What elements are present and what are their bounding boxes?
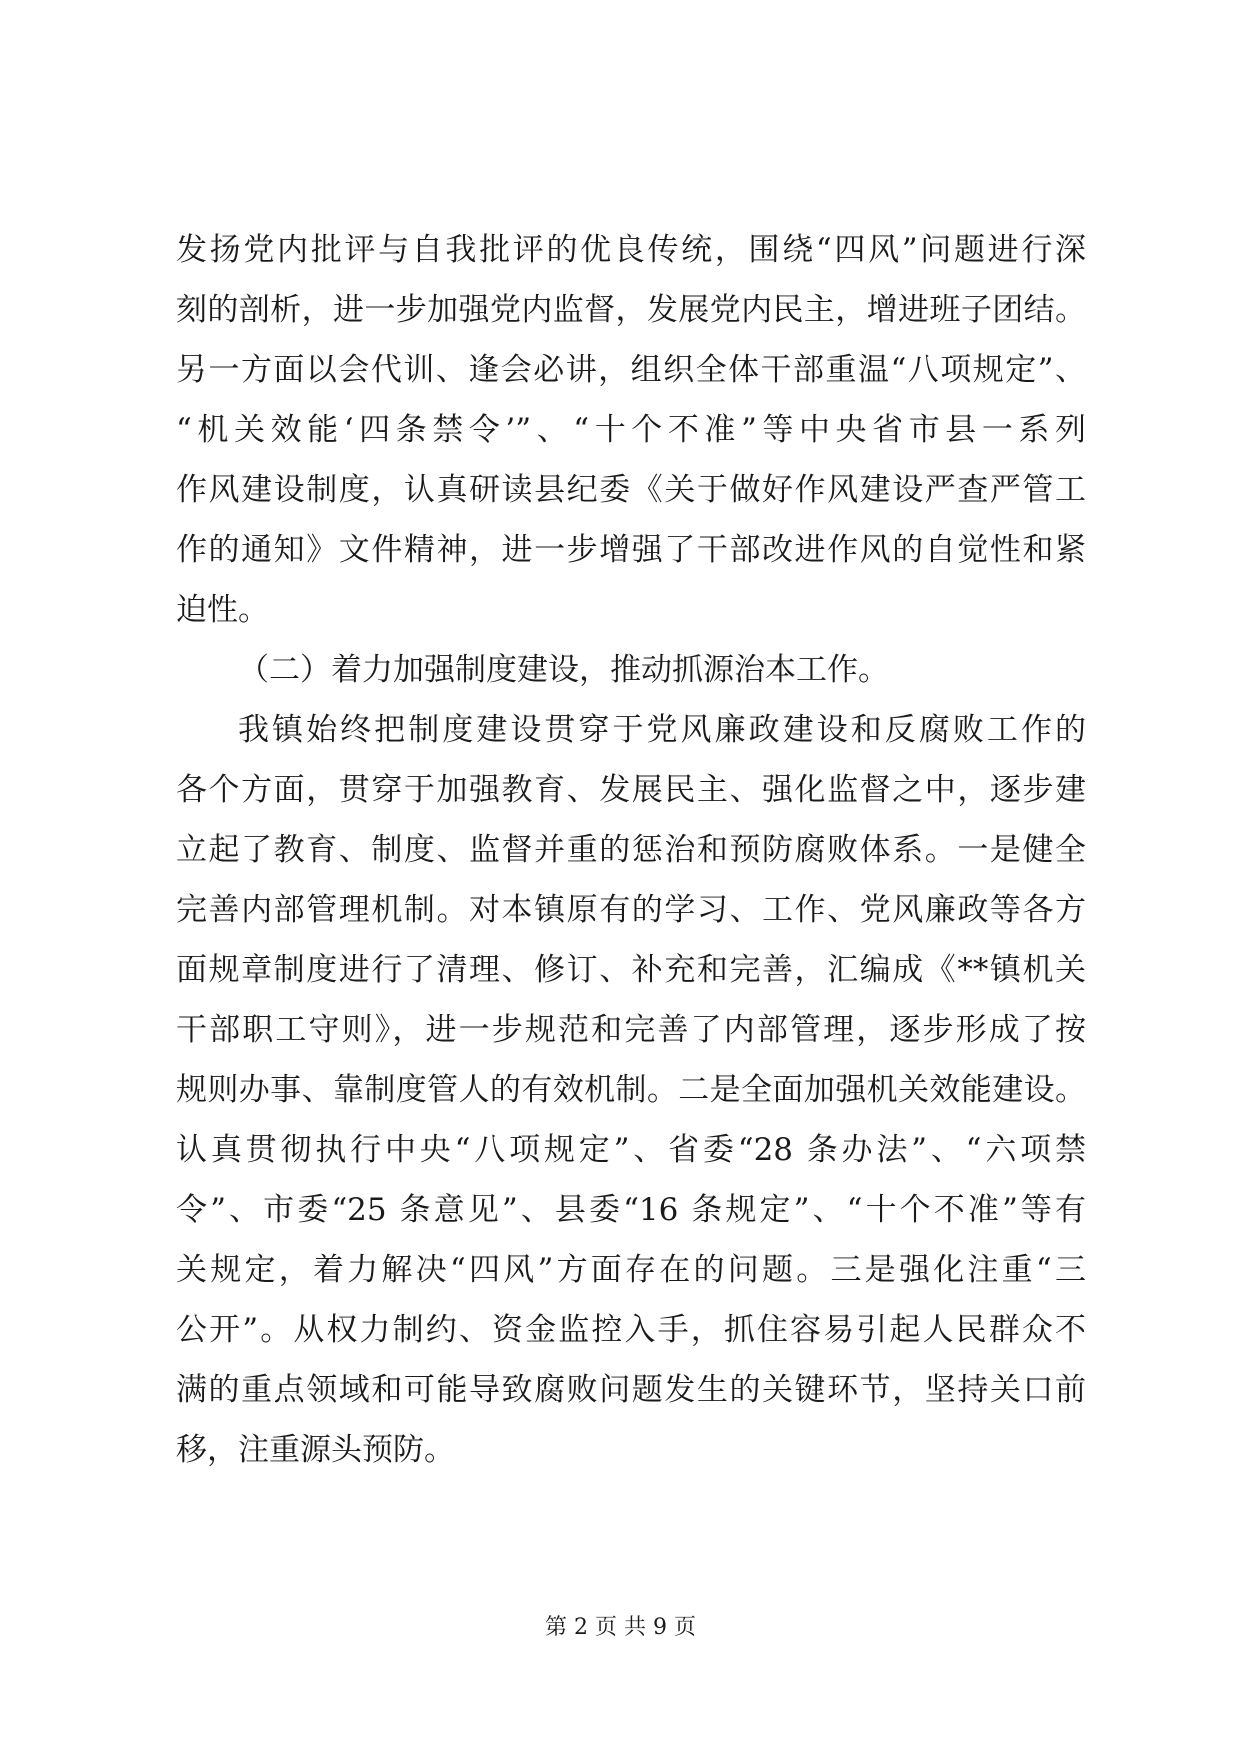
text-line: 规则办事、靠制度管人的有效机制。二是全面加强机关效能建设。: [176, 1072, 1086, 1108]
text-line: “机关效能‘四条禁令’”、“十个不准”等中央省市县一系列: [176, 412, 1086, 448]
text-line: 刻的剖析，进一步加强党内监督，发展党内民主，增进班子团结。: [176, 292, 1086, 328]
text-line: 迫性。: [176, 592, 269, 628]
heading-line: （二）着力加强制度建设，推动抓源治本工作。: [238, 652, 889, 688]
text-line: 完善内部管理机制。对本镇原有的学习、工作、党风廉政等各方: [176, 892, 1086, 928]
text-line: 立起了教育、制度、监督并重的惩治和预防腐败体系。一是健全: [176, 832, 1086, 868]
text-line: 关规定，着力解决“四风”方面存在的问题。三是强化注重“三: [176, 1252, 1086, 1288]
text-line: 发扬党内批评与自我批评的优良传统，围绕“四风”问题进行深: [176, 232, 1086, 268]
text-line: 令”、市委“25 条意见”、县委“16 条规定”、“十个不准”等有: [176, 1192, 1086, 1228]
page-footer: [0, 1610, 1241, 1641]
document-body: [176, 220, 1086, 1480]
text-line: 公开”。从权力制约、资金监控入手，抓住容易引起人民群众不: [176, 1312, 1086, 1348]
paragraph-continuation: [176, 220, 1086, 640]
text-line: 作的通知》文件精神，进一步增强了干部改进作风的自觉性和紧: [176, 532, 1086, 568]
text-line: 移，注重源头预防。: [176, 1432, 455, 1468]
text-line: 满的重点领域和可能导致腐败问题发生的关键环节，坚持关口前: [176, 1372, 1086, 1408]
text-line: 面规章制度进行了清理、修订、补充和完善，汇编成《**镇机关: [176, 952, 1086, 988]
page-number-label: 第 2 页 共 9 页: [545, 1615, 696, 1640]
section-heading: [176, 640, 1086, 700]
text-line: 另一方面以会代训、逢会必讲，组织全体干部重温“八项规定”、: [176, 352, 1086, 388]
text-line: 各个方面，贯穿于加强教育、发展民主、强化监督之中，逐步建: [176, 772, 1086, 808]
text-line: 干部职工守则》，进一步规范和完善了内部管理，逐步形成了按: [176, 1012, 1086, 1048]
text-line: 我镇始终把制度建设贯穿于党风廉政建设和反腐败工作的: [238, 712, 1086, 748]
text-line: 认真贯彻执行中央“八项规定”、省委“28 条办法”、“六项禁: [176, 1132, 1086, 1168]
text-line: 作风建设制度，认真研读县纪委《关于做好作风建设严查严管工: [176, 472, 1086, 508]
paragraph-body: [176, 700, 1086, 1480]
